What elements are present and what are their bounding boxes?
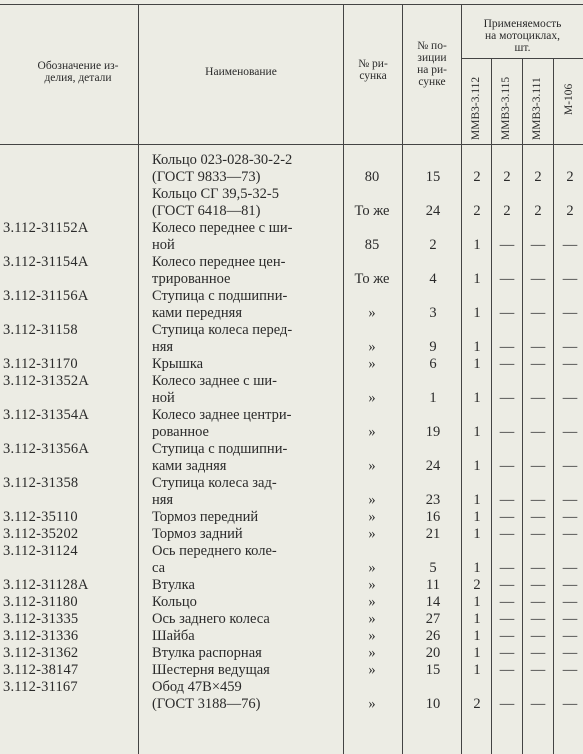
figure-cell: » — [368, 492, 376, 508]
table-row — [0, 679, 583, 713]
name-cell — [152, 628, 342, 645]
designation-cell: 3.112-31124 — [3, 543, 78, 559]
quantity-cell: — — [499, 645, 515, 661]
quantity-cell: — — [562, 424, 578, 440]
name-line: Шайба — [152, 628, 195, 644]
name-line: няя — [152, 492, 174, 508]
figure-cell: То же — [354, 203, 390, 219]
position-cell: 2 — [429, 237, 437, 253]
name-cell — [152, 152, 342, 186]
quantity-cell: — — [562, 458, 578, 474]
quantity-cell: — — [530, 594, 546, 610]
name-cell — [152, 373, 342, 407]
quantity-cell: — — [499, 237, 515, 253]
designation-cell: 3.112-31180 — [3, 594, 78, 610]
quantity-cell: — — [562, 662, 578, 678]
position-cell: 4 — [429, 271, 437, 287]
name-cell — [152, 356, 342, 373]
name-cell — [152, 611, 342, 628]
header-model-4: М-106 — [563, 83, 575, 115]
quantity-cell: — — [562, 645, 578, 661]
name-line: Колесо заднее с ши- — [152, 373, 277, 389]
designation-cell: 3.112-31335 — [3, 611, 79, 627]
name-cell — [152, 526, 342, 543]
quantity-cell: — — [499, 611, 515, 627]
figure-cell: » — [368, 611, 376, 627]
quantity-cell: — — [530, 356, 546, 372]
quantity-cell: 1 — [473, 271, 481, 287]
designation-cell: 3.112-31170 — [3, 356, 78, 372]
table-row — [0, 662, 583, 679]
designation-cell: 3.112-31167 — [3, 679, 78, 695]
quantity-cell: — — [530, 628, 546, 644]
quantity-cell: — — [499, 696, 515, 712]
quantity-cell: 1 — [473, 390, 481, 406]
table-row — [0, 577, 583, 594]
quantity-cell: — — [562, 492, 578, 508]
quantity-cell: — — [530, 509, 546, 525]
quantity-cell: — — [499, 492, 515, 508]
quantity-cell: 1 — [473, 509, 481, 525]
name-cell — [152, 254, 342, 288]
name-line: Ступица колеса зад- — [152, 475, 277, 491]
quantity-cell: 2 — [503, 169, 511, 185]
header-applicability: Применяемость на мотоциклах, шт. — [483, 18, 562, 54]
name-cell — [152, 407, 342, 441]
name-line: Тормоз передний — [152, 509, 259, 525]
designation-cell: 3.112-31356А — [3, 441, 90, 457]
quantity-cell: 2 — [534, 203, 542, 219]
quantity-cell: — — [530, 339, 546, 355]
position-cell: 1 — [429, 390, 437, 406]
name-line: Втулка — [152, 577, 195, 593]
table-row — [0, 407, 583, 441]
figure-cell: » — [368, 305, 376, 321]
quantity-cell: 2 — [473, 203, 481, 219]
position-cell: 11 — [426, 577, 440, 593]
quantity-cell: — — [530, 560, 546, 576]
quantity-cell: 1 — [473, 594, 481, 610]
quantity-cell: — — [499, 356, 515, 372]
quantity-cell: 1 — [473, 560, 481, 576]
name-line: Колесо переднее с ши- — [152, 220, 293, 236]
quantity-cell: 1 — [473, 356, 481, 372]
name-line: Крышка — [152, 356, 204, 372]
quantity-cell: — — [530, 237, 546, 253]
quantity-cell: — — [562, 390, 578, 406]
name-line: ной — [152, 390, 175, 406]
quantity-cell: — — [530, 271, 546, 287]
quantity-cell: 2 — [473, 577, 481, 593]
name-cell — [152, 186, 342, 220]
name-cell — [152, 509, 342, 526]
position-cell: 27 — [425, 611, 441, 627]
header-bottom-rule — [0, 144, 583, 145]
header-position: № по- зиции на ри- сунке — [417, 40, 447, 88]
quantity-cell: 1 — [473, 628, 481, 644]
position-cell: 9 — [429, 339, 437, 355]
figure-cell: » — [368, 339, 376, 355]
quantity-cell: 2 — [566, 169, 574, 185]
quantity-cell: — — [530, 696, 546, 712]
quantity-cell: — — [499, 560, 515, 576]
designation-cell: 3.112-31358 — [3, 475, 79, 491]
name-line: Ступица с подшипни- — [152, 288, 288, 304]
name-line: трированное — [152, 271, 231, 287]
table-row — [0, 475, 583, 509]
position-cell: 23 — [425, 492, 441, 508]
table-row — [0, 611, 583, 628]
quantity-cell: 1 — [473, 237, 481, 253]
table-row — [0, 509, 583, 526]
position-cell: 26 — [425, 628, 441, 644]
figure-cell: » — [368, 356, 376, 372]
position-cell: 14 — [425, 594, 441, 610]
position-cell: 24 — [425, 203, 441, 219]
name-line: са — [152, 560, 166, 576]
table-row — [0, 594, 583, 611]
quantity-cell: — — [499, 271, 515, 287]
quantity-cell: — — [530, 424, 546, 440]
quantity-cell: — — [562, 577, 578, 593]
position-cell: 24 — [425, 458, 441, 474]
name-cell — [152, 322, 342, 356]
header-name: Наименование — [205, 66, 277, 78]
figure-cell: » — [368, 696, 376, 712]
quantity-cell: — — [562, 509, 578, 525]
name-line: Ступица с подшипни- — [152, 441, 288, 457]
figure-cell: » — [368, 526, 376, 542]
quantity-cell: 2 — [566, 203, 574, 219]
table-row — [0, 373, 583, 407]
name-cell — [152, 679, 342, 713]
name-line: ками задняя — [152, 458, 227, 474]
quantity-cell: — — [499, 628, 515, 644]
designation-cell: 3.112-31336 — [3, 628, 79, 644]
quantity-cell: 2 — [473, 169, 481, 185]
quantity-cell: — — [499, 305, 515, 321]
name-cell — [152, 662, 342, 679]
quantity-cell: — — [530, 662, 546, 678]
figure-cell: » — [368, 662, 376, 678]
quantity-cell: — — [499, 509, 515, 525]
quantity-cell: — — [499, 424, 515, 440]
quantity-cell: 2 — [473, 696, 481, 712]
designation-cell: 3.112-31156А — [3, 288, 89, 304]
quantity-cell: 1 — [473, 305, 481, 321]
header-top-rule — [0, 4, 583, 5]
table-row — [0, 526, 583, 543]
quantity-cell: — — [562, 237, 578, 253]
quantity-cell: — — [562, 305, 578, 321]
figure-cell: То же — [354, 271, 390, 287]
name-line: рованное — [152, 424, 209, 440]
header-model-3: ММВЗ-3.111 — [531, 77, 543, 140]
quantity-cell: — — [562, 696, 578, 712]
name-cell — [152, 220, 342, 254]
position-cell: 10 — [425, 696, 441, 712]
position-cell: 16 — [425, 509, 441, 525]
position-cell: 6 — [429, 356, 437, 372]
designation-cell: 3.112-35110 — [3, 509, 78, 525]
designation-cell: 3.112-31352А — [3, 373, 90, 389]
figure-cell: » — [368, 390, 376, 406]
header-model-1: ММВЗ-3.112 — [470, 76, 482, 140]
name-line: Кольцо 023-028-30-2-2 — [152, 152, 293, 168]
quantity-cell: — — [499, 526, 515, 542]
quantity-cell: 1 — [473, 526, 481, 542]
quantity-cell: — — [499, 458, 515, 474]
table-row — [0, 254, 583, 288]
figure-cell: 80 — [364, 169, 380, 185]
figure-cell: » — [368, 577, 376, 593]
figure-cell: » — [368, 645, 376, 661]
designation-cell: 3.112-31154А — [3, 254, 89, 270]
table-row — [0, 288, 583, 322]
position-cell: 15 — [425, 169, 441, 185]
figure-cell: » — [368, 509, 376, 525]
name-cell — [152, 441, 342, 475]
quantity-cell: 1 — [473, 458, 481, 474]
quantity-cell: 1 — [473, 339, 481, 355]
quantity-cell: — — [530, 458, 546, 474]
quantity-cell: 2 — [503, 203, 511, 219]
quantity-cell: — — [562, 594, 578, 610]
table-row — [0, 543, 583, 577]
quantity-cell: — — [530, 492, 546, 508]
quantity-cell: — — [562, 560, 578, 576]
name-line: ной — [152, 237, 175, 253]
quantity-cell: — — [530, 611, 546, 627]
name-line: Колесо заднее центри- — [152, 407, 292, 423]
position-cell: 20 — [425, 645, 441, 661]
quantity-cell: — — [530, 305, 546, 321]
name-line: Шестерня ведущая — [152, 662, 270, 678]
quantity-cell: 1 — [473, 424, 481, 440]
designation-cell: 3.112-38147 — [3, 662, 79, 678]
name-cell — [152, 543, 342, 577]
designation-cell: 3.112-31158 — [3, 322, 78, 338]
name-cell — [152, 594, 342, 611]
table-row — [0, 152, 583, 186]
designation-cell: 3.112-31152А — [3, 220, 89, 236]
figure-cell: » — [368, 458, 376, 474]
quantity-cell: — — [530, 526, 546, 542]
name-line: Ось переднего коле- — [152, 543, 277, 559]
name-line: Ось заднего колеса — [152, 611, 270, 627]
name-line: Колесо переднее цен- — [152, 254, 286, 270]
quantity-cell: — — [499, 662, 515, 678]
applicability-rule — [461, 58, 583, 59]
quantity-cell: — — [530, 577, 546, 593]
name-line: Кольцо СГ 39,5-32-5 — [152, 186, 279, 202]
table-row — [0, 356, 583, 373]
position-cell: 3 — [429, 305, 437, 321]
name-line: (ГОСТ 6418—81) — [152, 203, 261, 219]
position-cell: 21 — [425, 526, 441, 542]
table-row — [0, 645, 583, 662]
quantity-cell: — — [499, 390, 515, 406]
name-line: Обод 47В×459 — [152, 679, 242, 695]
name-line: Втулка распорная — [152, 645, 262, 661]
header-model-2: ММВЗ-3.115 — [500, 76, 512, 140]
table-row — [0, 441, 583, 475]
figure-cell: » — [368, 560, 376, 576]
name-cell — [152, 475, 342, 509]
quantity-cell: — — [562, 339, 578, 355]
name-line: ками передняя — [152, 305, 242, 321]
name-cell — [152, 577, 342, 594]
designation-cell: 3.112-31354А — [3, 407, 90, 423]
quantity-cell: — — [562, 271, 578, 287]
quantity-cell: — — [562, 628, 578, 644]
figure-cell: » — [368, 628, 376, 644]
quantity-cell: — — [499, 594, 515, 610]
name-line: (ГОСТ 9833—73) — [152, 169, 261, 185]
position-cell: 19 — [425, 424, 441, 440]
designation-cell: 3.112-35202 — [3, 526, 79, 542]
name-line: Тормоз задний — [152, 526, 243, 542]
position-cell: 15 — [425, 662, 441, 678]
quantity-cell: — — [562, 611, 578, 627]
designation-cell: 3.112-31128А — [3, 577, 89, 593]
figure-cell: » — [368, 424, 376, 440]
quantity-cell: — — [562, 356, 578, 372]
designation-cell: 3.112-31362 — [3, 645, 79, 661]
name-line: няя — [152, 339, 174, 355]
quantity-cell: — — [530, 645, 546, 661]
name-cell — [152, 645, 342, 662]
quantity-cell: 1 — [473, 662, 481, 678]
name-cell — [152, 288, 342, 322]
name-line: Кольцо — [152, 594, 197, 610]
header-designation: Обозначение из- делия, детали — [37, 60, 119, 84]
quantity-cell: — — [562, 526, 578, 542]
quantity-cell: 1 — [473, 645, 481, 661]
figure-cell: 85 — [364, 237, 380, 253]
table-row — [0, 186, 583, 220]
quantity-cell: 1 — [473, 492, 481, 508]
header-figure: № ри- сунка — [358, 58, 388, 82]
position-cell: 5 — [429, 560, 437, 576]
quantity-cell: 1 — [473, 611, 481, 627]
quantity-cell: 2 — [534, 169, 542, 185]
quantity-cell: — — [499, 577, 515, 593]
quantity-cell: — — [499, 339, 515, 355]
table-row — [0, 220, 583, 254]
table-row — [0, 322, 583, 356]
table-row — [0, 628, 583, 645]
name-line: (ГОСТ 3188—76) — [152, 696, 261, 712]
quantity-cell: — — [530, 390, 546, 406]
figure-cell: » — [368, 594, 376, 610]
name-line: Ступица колеса перед- — [152, 322, 293, 338]
